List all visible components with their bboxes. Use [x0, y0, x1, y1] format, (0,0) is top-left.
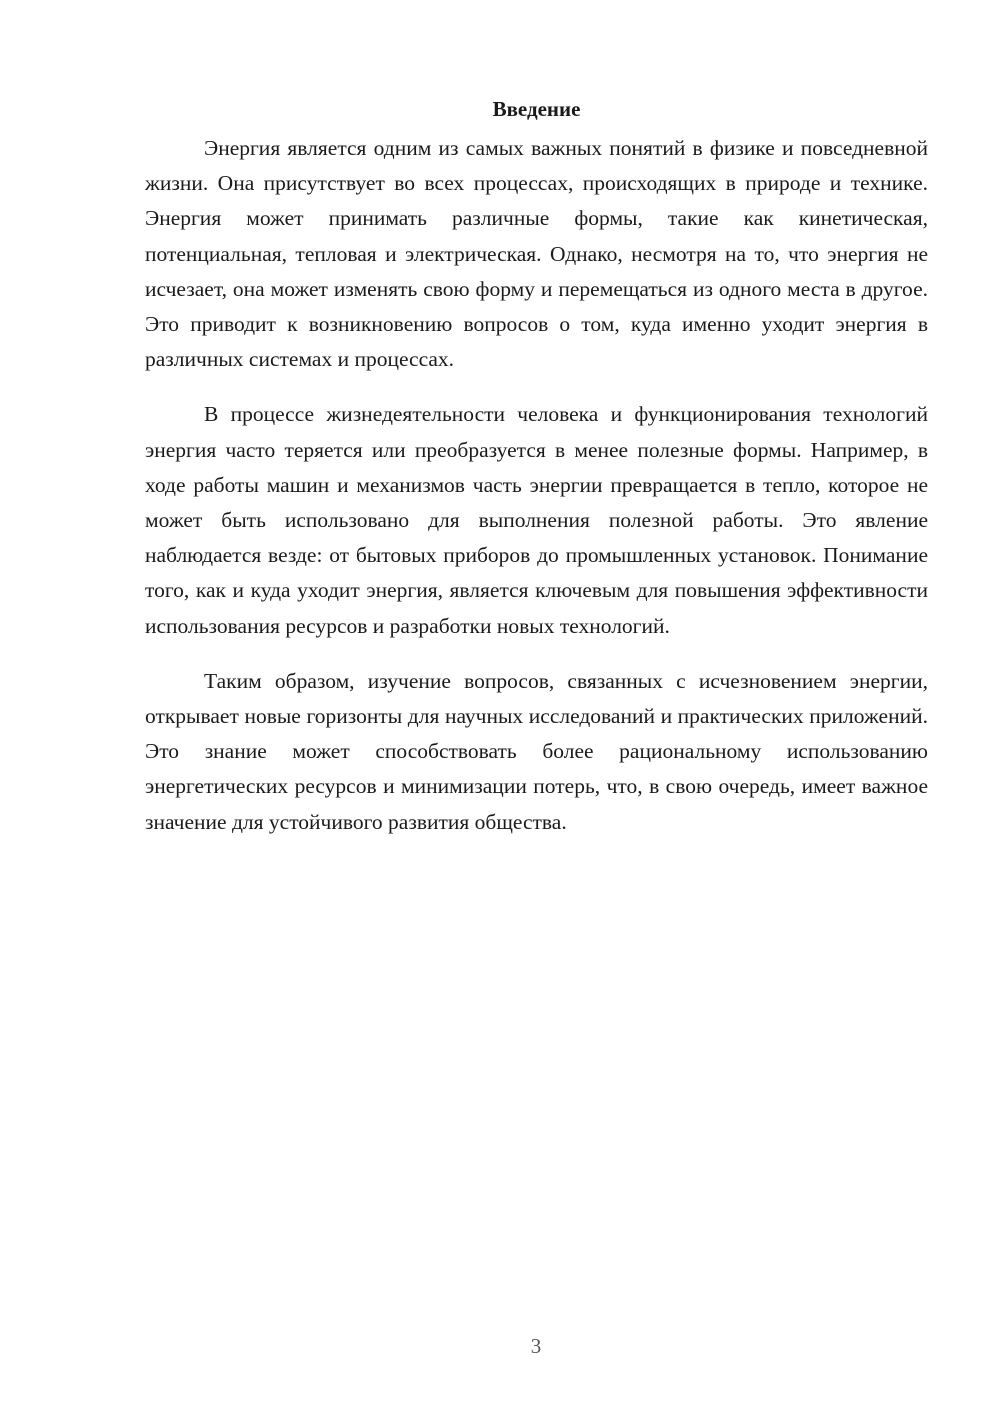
page-content: [145, 92, 928, 840]
section-heading: Введение: [492, 97, 581, 121]
page-number: 3: [530, 1334, 542, 1358]
paragraph-3: Таким образом, изучение вопросов, связанных с исчезновением энергии, открывает новые горизонты для научных исследований и практических приложений. Это знание может способствовать более рациональному использованию энергетических ресурсов и минимизации потерь, что, в свою очередь, имеет важное значение для устойчивого развития общества.: [145, 668, 928, 834]
paragraph-2: В процессе жизнедеятельности человека и функционирования технологий энергия часто теряется или преобразуется в менее полезные формы. Например, в ходе работы машин и механизмов часть энергии превращается в тепло, которое не может быть использовано для выполнения полезной работы. Это явление наблюдается везде: от бытовых приборов до промышленных установок. Понимание того, как и куда уходит энергия, является ключевым для повышения эффективности использования ресурсов и разработки новых технологий.: [145, 402, 928, 638]
paragraph-1: Энергия является одним из самых важных понятий в физике и повседневной жизни. Она присутствует во всех процессах, происходящих в природе и технике. Энергия может принимать различные формы, такие как кинетическая, потенциальная, тепловая и электрическая. Однако, несмотря на то, что энергия не исчезает, она может изменять свою форму и перемещаться из одного места в другое. Это приводит к возникновению вопросов о том, куда именно уходит энергия в различных системах и процессах.: [145, 136, 928, 372]
